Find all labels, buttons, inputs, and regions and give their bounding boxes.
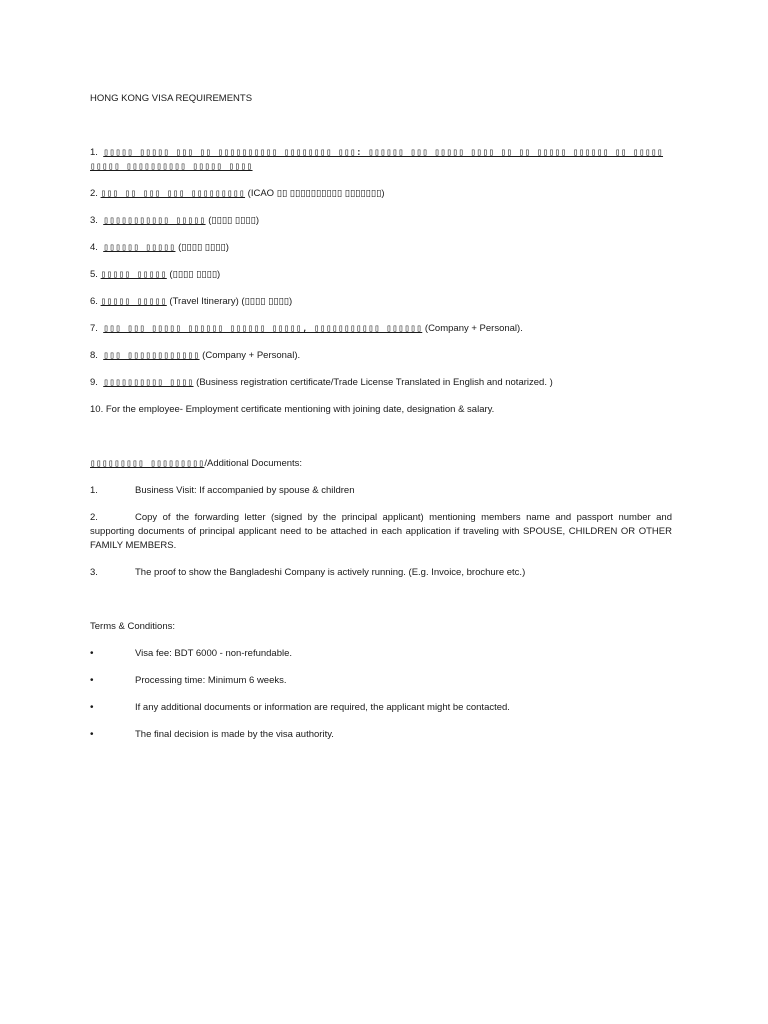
requirement-item: 4. ▯▯▯▯▯▯ ▯▯▯▯▯ (▯▯▯▯ ▯▯▯▯) bbox=[90, 242, 229, 253]
bullet-icon: • bbox=[90, 648, 94, 659]
requirement-item: 7. ▯▯▯ ▯▯▯ ▯▯▯▯▯ ▯▯▯▯▯▯ ▯▯▯▯▯▯ ▯▯▯▯▯, ▯▯▯▯▯▯▯▯▯▯▯ ▯▯▯▯▯▯ (Company + Personal). bbox=[90, 323, 523, 334]
requirement-item: 8. ▯▯▯ ▯▯▯▯▯▯▯▯▯▯▯▯ (Company + Personal). bbox=[90, 350, 301, 361]
requirement-item: 3. ▯▯▯▯▯▯▯▯▯▯▯ ▯▯▯▯▯ (▯▯▯▯ ▯▯▯▯) bbox=[90, 215, 259, 226]
terms-heading: Terms & Conditions: bbox=[90, 621, 176, 632]
document-title: HONG KONG VISA REQUIREMENTS bbox=[90, 93, 253, 104]
terms-item: • Processing time: Minimum 6 weeks. bbox=[90, 675, 287, 686]
requirement-item: 9. ▯▯▯▯▯▯▯▯▯▯ ▯▯▯▯ (Business registration certificate/Trade License Translated in English and notarized. ) bbox=[90, 377, 553, 388]
bullet-icon: • bbox=[90, 675, 94, 686]
requirement-item: 10. For the employee- Employment certificate mentioning with joining date, designation & salary. bbox=[90, 404, 495, 415]
requirement-item: 5. ▯▯▯▯▯ ▯▯▯▯▯ (▯▯▯▯ ▯▯▯▯) bbox=[90, 269, 221, 280]
terms-item: • Visa fee: BDT 6000 - non-refundable. bbox=[90, 648, 293, 659]
additional-item: 2. Copy of the forwarding letter (signed by the principal applicant) mentioning members name and passport number and supporting documents of principal applicant need to be attached in each application if traveling with SPOUSE, CHILDREN OR OTHER FAMILY MEMBERS. bbox=[90, 512, 672, 551]
requirement-item: 6. ▯▯▯▯▯ ▯▯▯▯▯ (Travel Itinerary) (▯▯▯▯ ▯▯▯▯) bbox=[90, 296, 293, 307]
requirement-item: 2. ▯▯▯ ▯▯ ▯▯▯ ▯▯▯ ▯▯▯▯▯▯▯▯▯ (ICAO ▯▯ ▯▯▯▯▯▯▯▯▯▯ ▯▯▯▯▯▯▯) bbox=[90, 188, 385, 199]
bullet-icon: • bbox=[90, 702, 94, 713]
additional-item: 1. Business Visit: If accompanied by spouse & children bbox=[90, 485, 355, 496]
document-page bbox=[90, 92, 672, 755]
requirement-item: 1. ▯▯▯▯▯ ▯▯▯▯▯ ▯▯▯ ▯▯ ▯▯▯▯▯▯▯▯▯▯ ▯▯▯▯▯▯▯▯ ▯▯▯: ▯▯▯▯▯▯ ▯▯▯ ▯▯▯▯▯ ▯▯▯▯ ▯▯ ▯▯ ▯▯▯▯▯ ▯▯▯▯▯▯ ▯▯ ▯▯▯▯▯ ▯▯▯▯▯ ▯▯▯▯▯▯▯▯▯▯ ▯▯▯▯▯ ▯▯▯▯ bbox=[90, 147, 664, 172]
bullet-icon: • bbox=[90, 729, 94, 740]
requirements-list bbox=[90, 146, 672, 417]
terms-item: • If any additional documents or information are required, the applicant might be contacted. bbox=[90, 702, 510, 713]
additional-item: 3. The proof to show the Bangladeshi Company is actively running. (E.g. Invoice, brochure etc.) bbox=[90, 567, 526, 578]
terms-item: • The final decision is made by the visa authority. bbox=[90, 729, 334, 740]
additional-documents-heading: ▯▯▯▯▯▯▯▯▯ ▯▯▯▯▯▯▯▯▯/Additional Documents: bbox=[90, 458, 303, 469]
